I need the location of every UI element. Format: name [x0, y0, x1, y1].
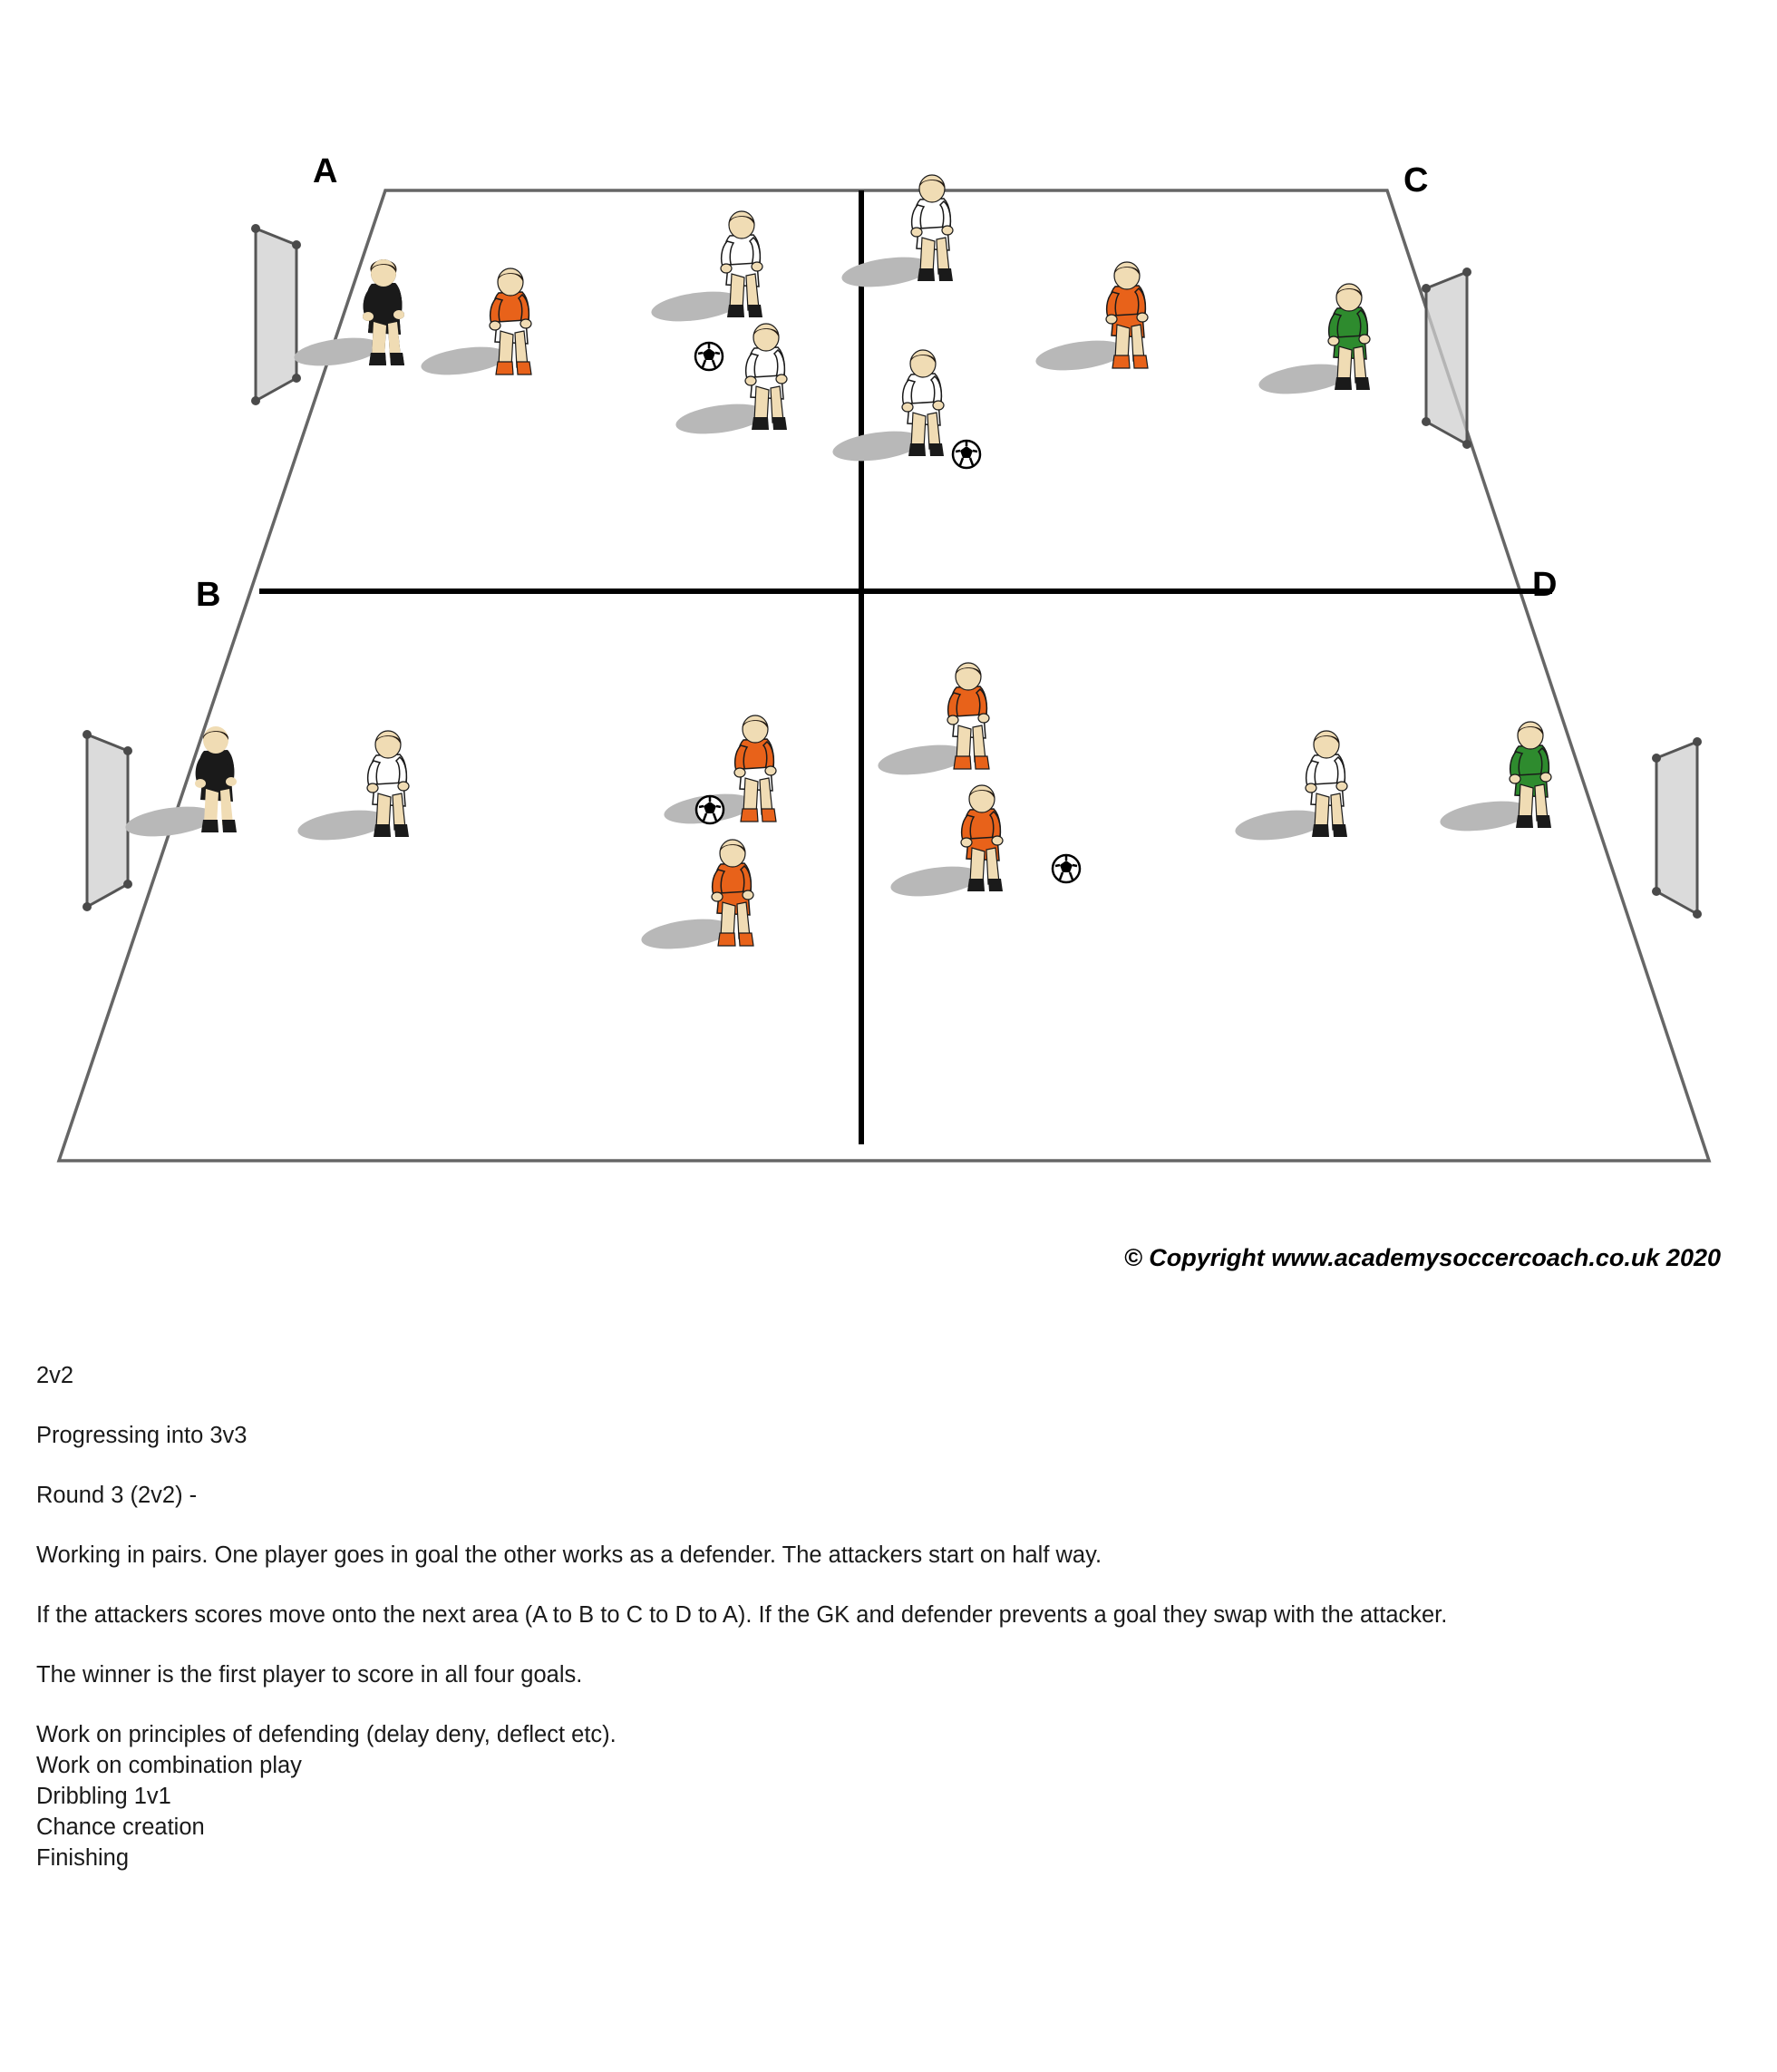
note-line-10: Chance creation	[36, 1814, 205, 1840]
goal-bottom-right	[1652, 737, 1702, 919]
note-line-11: Finishing	[36, 1845, 130, 1871]
ball-zone-d	[1053, 855, 1080, 882]
copyright-notice: © Copyright www.academysoccercoach.co.uk 2020	[1123, 1244, 1721, 1271]
goal-top-right	[1422, 268, 1471, 449]
note-line-6: The winner is the first player to score in all four goals.	[36, 1662, 583, 1688]
note-line-1: 2v2	[36, 1363, 74, 1388]
goal-top-left	[251, 224, 301, 405]
ball-zone-c	[953, 441, 980, 468]
note-line-2: Progressing into 3v3	[36, 1423, 248, 1448]
note-line-5: If the attackers scores move onto the next area (A to B to C to D to A). If the GK and defender prevents a goal they swap with the attacker.	[36, 1602, 1448, 1628]
ball-zone-b	[696, 796, 723, 823]
note-line-8: Work on combination play	[36, 1753, 302, 1778]
goal-bottom-left	[83, 730, 132, 911]
note-line-7: Work on principles of defending (delay deny, deflect etc).	[36, 1722, 617, 1747]
zone-label-b: B	[196, 576, 221, 614]
note-line-9: Dribbling 1v1	[36, 1784, 171, 1809]
note-line-4: Working in pairs. One player goes in goal the other works as a defender. The attackers start on half way.	[36, 1542, 1102, 1568]
zone-label-d: D	[1532, 566, 1558, 604]
ball-zone-a	[695, 343, 723, 370]
zone-label-a: A	[313, 152, 338, 190]
zone-label-c: C	[1403, 161, 1429, 199]
session-notes	[36, 1360, 1723, 1873]
note-line-3: Round 3 (2v2) -	[36, 1483, 198, 1508]
